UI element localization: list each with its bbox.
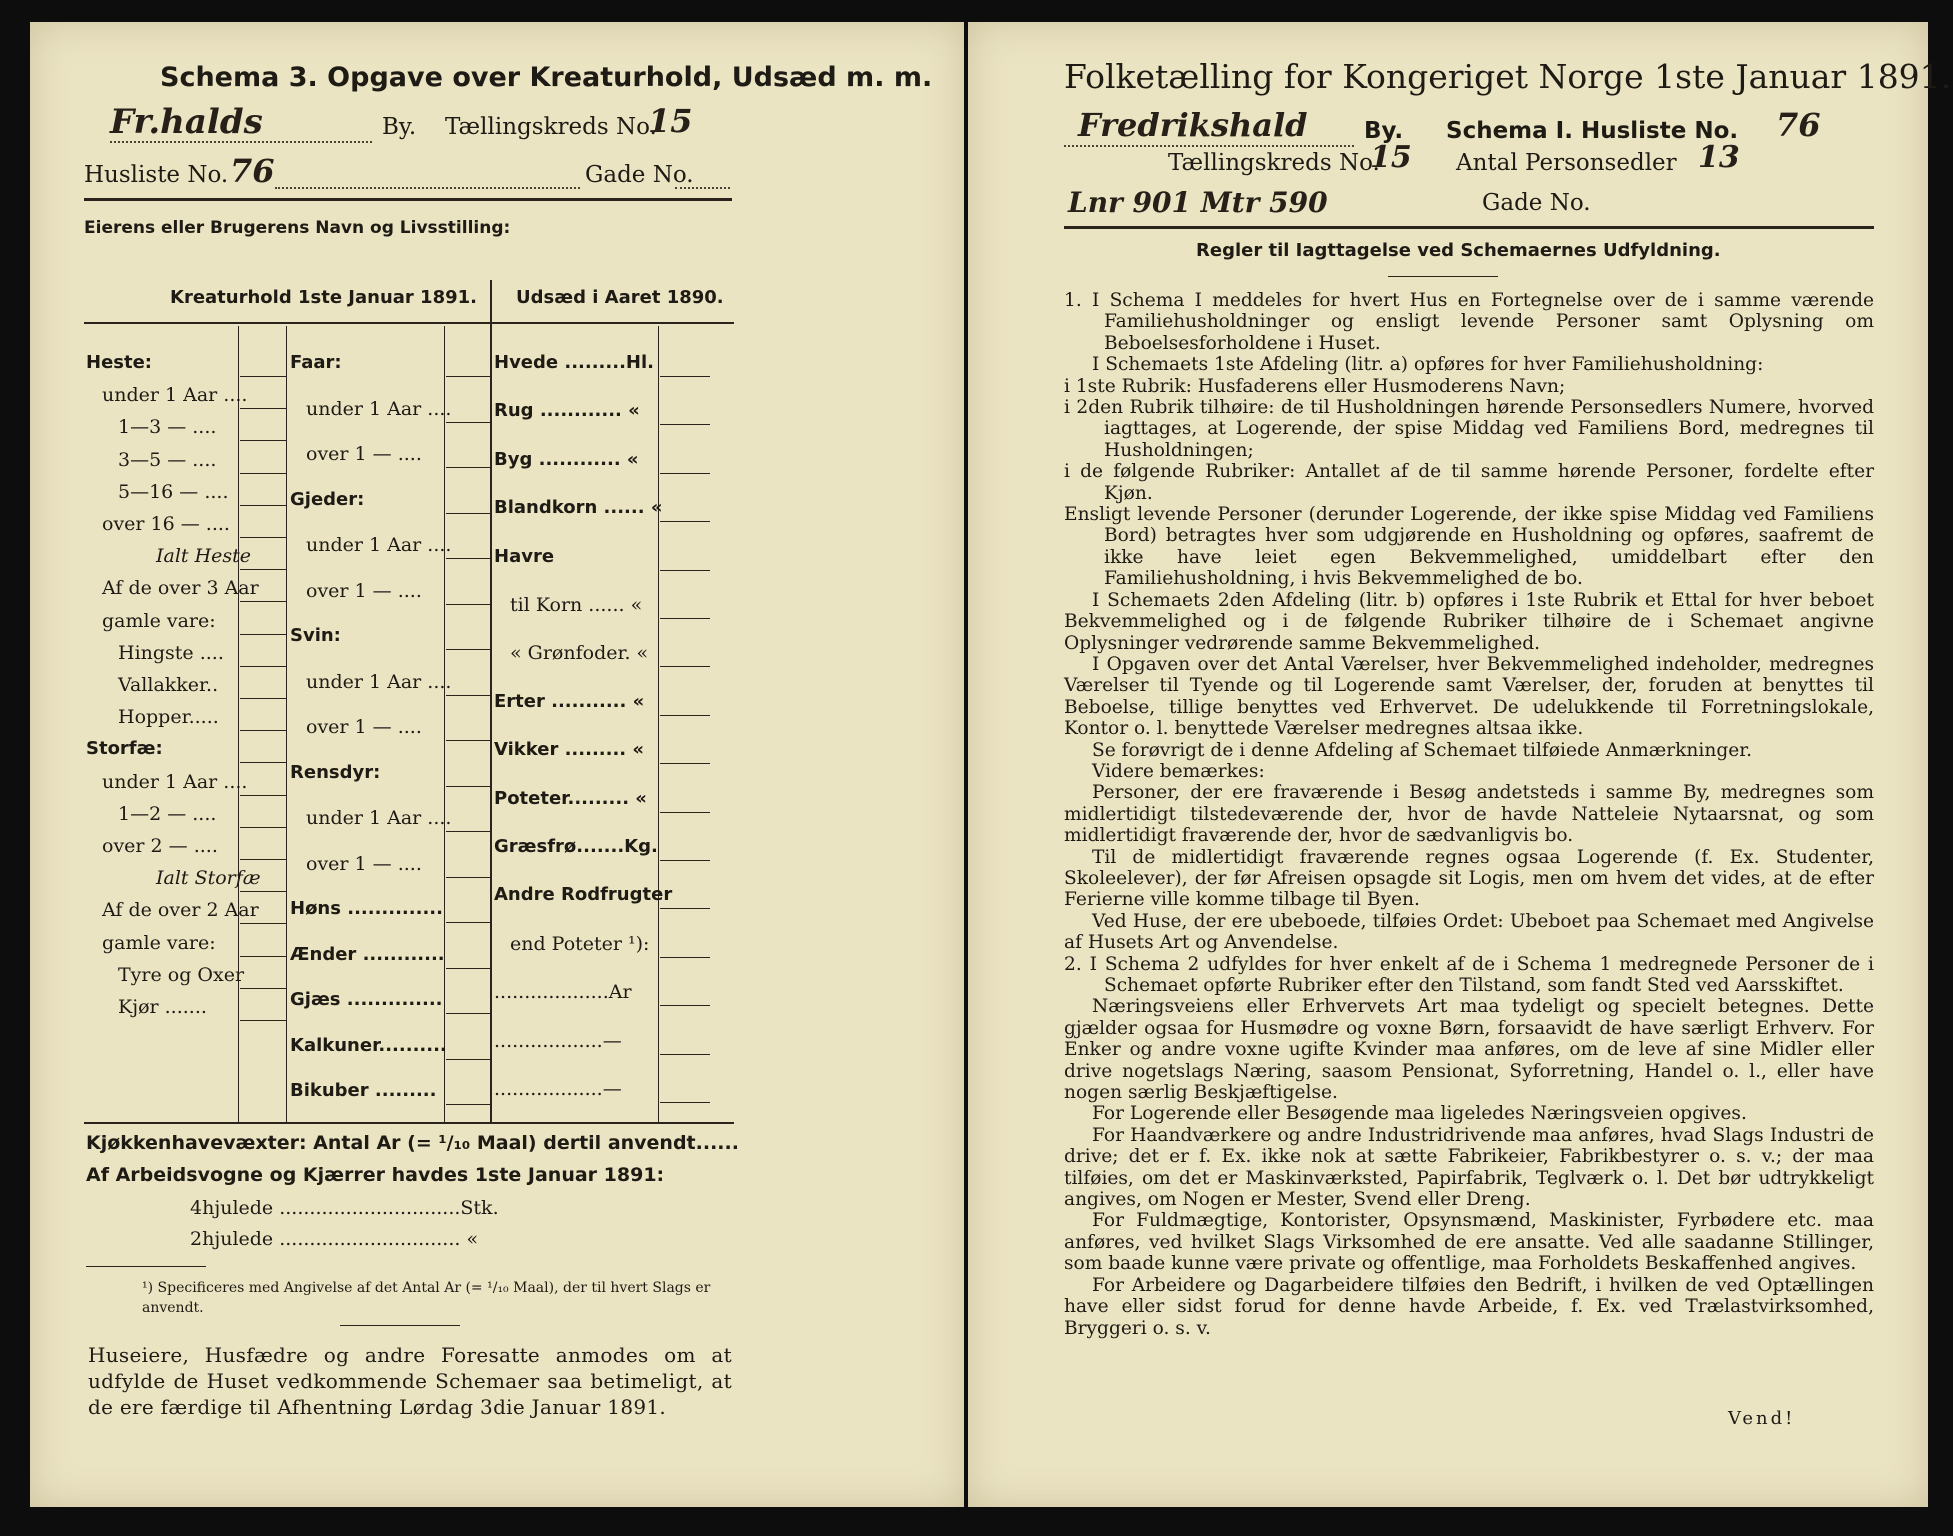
col3-row-label: Vikker ......... « — [494, 739, 645, 761]
col2-row-label: Faar: — [290, 352, 342, 373]
husliste-label: Husliste No. — [84, 162, 229, 188]
col2-answer-line — [446, 877, 490, 878]
rule-2d: For Fuldmægtige, Kontorister, Opsynsmænd, Maskinister, Fyrbødere etc. maa anføres, ved hvilket Slags Virksomhed de ere ansatte. Ved alle saadanne Stillinger, som baade kunne være private og offentlige, maa Forholdets Beskaffenhed angives. — [1064, 1210, 1874, 1275]
col1-row-label: over 16 — .... — [102, 513, 230, 535]
col3-answer-line — [660, 473, 710, 474]
col1-answer-line — [240, 376, 286, 377]
closing-note: Huseiere, Husfædre og andre Foresatte anmodes om at udfylde de Huset vedkommende Schemaer saa betimeligt, at de ere færdige til Afhentning Lørdag 3die Januar 1891. — [88, 1343, 732, 1419]
col3-answer-line — [660, 424, 710, 425]
col1-answer-line — [240, 537, 286, 538]
gade-label-right: Gade No. — [1482, 190, 1591, 216]
col3-row-label: end Poteter ¹): — [510, 932, 650, 955]
col1-row-label: under 1 Aar .... — [102, 770, 248, 793]
col1-row-label: Tyre og Oxer — [118, 963, 245, 986]
schema1-husliste-label: Schema I. Husliste No. — [1446, 118, 1739, 144]
col2-answer-line — [446, 604, 490, 605]
kreatur-header: Kreaturhold 1ste Januar 1891. — [170, 287, 477, 308]
col2-row-label: Bikuber ......... — [290, 1080, 437, 1101]
col1-answer-line — [240, 795, 286, 796]
col2-row-label: Kalkuner.......... — [290, 1034, 447, 1056]
col2-row-label: under 1 Aar .... — [306, 670, 452, 693]
arbeidsvogne-line: Af Arbeidsvogne og Kjærrer havdes 1ste Januar 1891: — [86, 1164, 665, 1186]
col2-row-label: Gjeder: — [290, 488, 365, 510]
col2-answer-line — [446, 740, 490, 741]
col2-answer-line — [446, 1013, 490, 1014]
col2-answer-line — [446, 831, 490, 832]
city-handwritten: Fr.halds — [110, 102, 263, 142]
rule-2c: For Haandværkere og andre Industridrivende maa anføres, hvad Slags Industri de drive; det er f. Ex. ikke nok at sætte Fabrikeier, Fabrikbestyrer o. s. v.; der maa tilføies, om det er Maskinværksted, Papirfabrik, Teglværk o. l. Det bør udtrykkeligt angives, om Nogen er Mester, Svend eller Dreng. — [1064, 1124, 1874, 1211]
4hjulede-line: 4hjulede ..............................Stk. — [190, 1197, 499, 1219]
antal-label: Antal Personsedler — [1456, 150, 1677, 176]
col1-row-label: Heste: — [86, 352, 152, 373]
col3-answer-line — [660, 908, 710, 909]
col1-row-label: Af de over 3 Aar — [102, 577, 259, 600]
antal-handwritten: 13 — [1698, 140, 1740, 175]
col1-row-label: 5—16 — .... — [118, 480, 229, 503]
schema3-title: Schema 3. Opgave over Kreaturhold, Udsæd m. m. — [160, 62, 933, 93]
col2-answer-line — [446, 786, 490, 787]
col3-row-label: Hvede .........Hl. — [494, 352, 654, 373]
rules-text — [1064, 290, 1874, 1339]
rule-1g: I Opgaven over det Antal Værelser, hver Bekvemmelighed indeholder, medregnes Værelser til Tyende og til Logerende samt Værelser, der, foruden at benyttes til Beboelse, tillige benyttes ved Erhvervet. De udelukkende til Forretningslokale, Kontor o. l. benyttede Værelser medregnes altsaa ikke. — [1064, 653, 1874, 740]
by-label-right: By. — [1364, 118, 1404, 144]
col1-row-label: 1—3 — .... — [118, 416, 217, 439]
col3-row-label: Blandkorn ...... « — [494, 497, 663, 519]
col2-row-label: over 1 — .... — [306, 443, 422, 465]
col1-row-label: Storfæ: — [86, 738, 163, 760]
col3-row-label: Poteter......... « — [494, 787, 647, 809]
col3-row-label: Græsfrø.......Kg. — [494, 836, 658, 857]
kreds-label: Tællingskreds No. — [445, 114, 657, 140]
rule-1e: Ensligt levende Personer (derunder Logerende, der ikke spise Middag ved Familiens Bord) betragtes hver som udgjørende en Husholdning og opføres, saafremt de ikke have leiet egen Bekvemmelighed, umiddelbart efter den Familiehusholdning, i hvis Bekvemmelighed de bo. — [1064, 504, 1874, 590]
col1-answer-line — [240, 988, 286, 989]
col1-row-label: Hingste .... — [118, 641, 224, 664]
footnote: ¹) Specificeres med Angivelse af det Antal Ar (= ¹/₁₀ Maal), der til hvert Slags er anvendt. — [142, 1280, 711, 1316]
rule-1c: i 2den Rubrik tilhøire: de til Husholdningen hørende Personsedlers Numere, hvorved iagttages, at Logerende, der spise Middag ved Familiens Bord, medregnes til Husholdningen; — [1064, 397, 1874, 461]
col1-row-label: gamle vare: — [102, 931, 216, 954]
husliste-handwritten-right: 76 — [1776, 106, 1821, 144]
col1-answer-line — [240, 923, 286, 924]
col3-row-label: Havre — [494, 545, 555, 567]
rule-1a: I Schemaets 1ste Afdeling (litr. a) opføres for hver Familiehusholdning: — [1092, 354, 1764, 376]
col1-row-label: 1—2 — .... — [118, 802, 217, 825]
col2-answer-line — [446, 1059, 490, 1060]
col1-answer-line — [240, 762, 286, 763]
col1-answer-line — [240, 891, 286, 892]
col2-row-label: over 1 — .... — [306, 716, 422, 738]
col1-answer-line — [240, 440, 286, 441]
col2-row-label: under 1 Aar .... — [306, 397, 452, 420]
col1-answer-line — [240, 827, 286, 828]
col2-answer-line — [446, 422, 490, 423]
left-page — [30, 22, 964, 1507]
col3-answer-line — [660, 1054, 710, 1055]
kreds-handwritten: 15 — [648, 102, 693, 140]
col2-row-label: Rensdyr: — [290, 761, 381, 783]
rule-2: 2. I Schema 2 udfyldes for hver enkelt af de i Schema 1 medregnede Personer de i Schemaet opførte Rubriker efter den Tilstand, som fandt Sted ved Aarsskiftet. — [1064, 953, 1874, 996]
rule-2b: For Logerende eller Besøgende maa ligeledes Næringsveien opgives. — [1092, 1103, 1747, 1125]
col1-answer-line — [240, 473, 286, 474]
col1-answer-line — [240, 730, 286, 731]
rule-1h: Se forøvrigt de i denne Afdeling af Schemaet tilføiede Anmærkninger. — [1092, 739, 1752, 761]
col1-answer-line — [240, 601, 286, 602]
rule-1: 1. I Schema I meddeles for hvert Hus en Fortegnelse over de i samme værende Familiehusholdninger og ensligt levende Personer samt Oplysning om Beboelsesforholdene i Huset. — [1064, 290, 1874, 354]
col2-answer-line — [446, 376, 490, 377]
col3-answer-line — [660, 618, 710, 619]
col1-answer-line — [240, 505, 286, 506]
rule-1k: Til de midlertidigt fraværende regnes ogsaa Logerende (f. Ex. Studenter, Skoleelever), der før Afreisen opsagde sit Logis, men om hvem det vides, at de efter Ferierne ville komme tilbage til Byen. — [1064, 846, 1874, 911]
by-label: By. — [382, 114, 417, 140]
udsaed-header: Udsæd i Aaret 1890. — [516, 287, 724, 308]
col3-row-label: ..................— — [494, 1029, 622, 1052]
2hjulede-line: 2hjulede .............................. « — [190, 1228, 479, 1250]
rule-1l: Ved Huse, der ere ubeboede, tilføies Ordet: Ubeboet paa Schemaet med Angivelse af Husets Art og Anvendelse. — [1064, 910, 1874, 954]
col2-row-label: Svin: — [290, 625, 341, 646]
rule-1j: Personer, der ere fraværende i Besøg andetsteds i samme By, medregnes som midlertidigt tilstedeværende der, hvor de havde Natteleie Nytaarsnat, og som midlertidigt fraværende der, hvor de sædvanligvis bo. — [1064, 782, 1874, 847]
city-handwritten-right: Fredrikshald — [1078, 106, 1308, 144]
col2-answer-line — [446, 922, 490, 923]
col1-answer-line — [240, 698, 286, 699]
col1-answer-line — [240, 859, 286, 860]
col1-row-label: Ialt Storfæ — [156, 867, 261, 890]
col3-row-label: ..................— — [494, 1078, 622, 1100]
kreds-handwritten-right: 15 — [1370, 140, 1412, 175]
col3-answer-line — [660, 376, 710, 377]
rule-1b: i 1ste Rubrik: Husfaderens eller Husmoderens Navn; — [1064, 375, 1566, 397]
col3-row-label: Rug ............ « — [494, 400, 640, 422]
col3-answer-line — [660, 715, 710, 716]
col3-row-label: « Grønfoder. « — [510, 642, 649, 665]
col1-row-label: Hopper..... — [118, 706, 219, 729]
col3-row-label: til Korn ...... « — [510, 594, 643, 616]
col3-answer-line — [660, 1102, 710, 1103]
col2-answer-line — [446, 513, 490, 514]
col2-row-label: under 1 Aar .... — [306, 534, 452, 556]
col2-row-label: over 1 — .... — [306, 852, 422, 875]
col3-answer-line — [660, 570, 710, 571]
col2-row-label: Høns .............. — [290, 898, 443, 919]
col2-answer-line — [446, 968, 490, 969]
col3-answer-line — [660, 666, 710, 667]
eier-label: Eierens eller Brugerens Navn og Livsstilling: — [84, 218, 511, 238]
col1-answer-line — [240, 408, 286, 409]
rules-title: Regler til Iagttagelse ved Schemaernes Udfyldning. — [1196, 240, 1721, 261]
rule-2e: For Arbeidere og Dagarbeidere tilføies den Bedrift, i hvilken de ved Optællingen have eller sidst forud for denne havde Arbeide, f. Ex. ved Trælastvirksomhed, Bryggeri o. s. v. — [1064, 1274, 1874, 1339]
right-page — [968, 22, 1952, 1507]
col1-row-label: Af de over 2 Aar — [102, 899, 259, 922]
col1-row-label: over 2 — .... — [102, 835, 218, 857]
col2-row-label: Ænder ............ — [290, 943, 445, 965]
gade-label: Gade No. — [585, 162, 694, 188]
col2-answer-line — [446, 649, 490, 650]
col3-row-label: ...................Ar — [494, 981, 632, 1004]
col3-answer-line — [660, 860, 710, 861]
rule-1f: I Schemaets 2den Afdeling (litr. b) opføres i 1ste Rubrik et Ettal for hver beboet Bekvemmelighed og i de følgende Rubriker tilhøire de i Schemaet angivne Oplysninger vedrørende samme Bekvemmelighed. — [1064, 589, 1874, 654]
col1-answer-line — [240, 569, 286, 570]
col1-row-label: gamle vare: — [102, 609, 216, 632]
col1-answer-line — [240, 666, 286, 667]
husliste-handwritten: 76 — [230, 152, 275, 190]
col2-answer-line — [446, 695, 490, 696]
col3-answer-line — [660, 812, 710, 813]
col2-answer-line — [446, 1104, 490, 1105]
col3-answer-line — [660, 1005, 710, 1006]
col1-answer-line — [240, 1020, 286, 1021]
col2-answer-line — [446, 558, 490, 559]
col3-answer-line — [660, 763, 710, 764]
kreds-label-right: Tællingskreds No. — [1168, 150, 1380, 176]
col3-answer-line — [660, 957, 710, 958]
census-title: Folketælling for Kongeriget Norge 1ste Januar 1891. — [1064, 57, 1952, 96]
col1-answer-line — [240, 956, 286, 957]
col1-row-label: under 1 Aar .... — [102, 384, 248, 407]
lnr-mtr-handwritten: Lnr 901 Mtr 590 — [1068, 186, 1328, 219]
rule-2a: Næringsveiens eller Erhvervets Art maa tydeligt og specielt betegnes. Dette gjælder ogsaa for Husmødre og voxne Børn, forsaavidt de have særligt Erhverv. For Enker og andre voxne ugifte Kvinder maa anføres, om de leve af sine Midler eller drive nogetslags Næring, saasom Pensionat, Syforretning, Handel o. l., eller have nogen særlig Beskjæftigelse. — [1064, 996, 1874, 1104]
rule-1d: i de følgende Rubriker: Antallet af de til samme hørende Personer, fordelte efter Kjøn. — [1064, 461, 1874, 504]
col3-row-label: Byg ............ « — [494, 448, 639, 470]
vend-label: Vend! — [1728, 1408, 1796, 1429]
col3-row-label: Erter ........... « — [494, 690, 645, 712]
col1-answer-line — [240, 634, 286, 635]
col3-row-label: Andre Rodfrugter — [494, 884, 673, 906]
col2-answer-line — [446, 467, 490, 468]
col2-row-label: under 1 Aar .... — [306, 807, 452, 829]
kjokkenhave-line: Kjøkkenhavevæxter: Antal Ar (= ¹/₁₀ Maal) dertil anvendt...... — [86, 1132, 739, 1154]
rule-1i: Videre bemærkes: — [1092, 760, 1265, 782]
col1-row-label: Vallakker.. — [118, 674, 219, 696]
col1-row-label: 3—5 — .... — [118, 448, 217, 471]
col1-row-label: Kjør ....... — [118, 996, 207, 1018]
col1-row-label: Ialt Heste — [156, 545, 252, 568]
col2-row-label: over 1 — .... — [306, 579, 422, 602]
col2-row-label: Gjæs .............. — [290, 989, 443, 1010]
col3-answer-line — [660, 521, 710, 522]
